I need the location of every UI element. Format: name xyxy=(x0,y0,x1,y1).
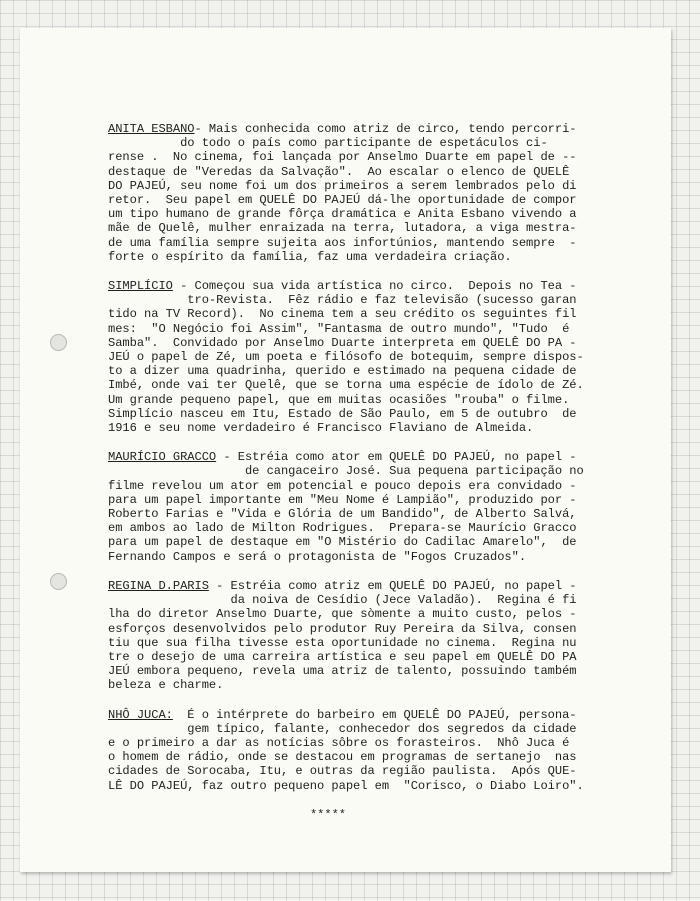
typewritten-page xyxy=(20,28,671,872)
text-line: filme revelou um ator em potencial e pouco depois era convidado - xyxy=(108,478,577,493)
text-line: JEÚ embora pequeno, revela uma atriz de talento, possuindo também xyxy=(108,664,577,679)
bio-mauricio-gracco xyxy=(108,450,668,564)
text-line: um tipo humano de grande fôrça dramática e Anita Esbano vivendo a xyxy=(108,207,577,222)
text-line: - Começou sua vida artística no circo. Depois no Tea - xyxy=(172,279,577,294)
punch-hole-top xyxy=(50,334,67,351)
text-line: Fernando Campos e será o protagonista de "Fogos Cruzados". xyxy=(108,549,527,564)
text-line: mãe de Quelê, mulher enraizada na terra, lutadora, a viga mestra- xyxy=(108,221,577,236)
page-content xyxy=(108,122,668,822)
text-line: de cangaceiro José. Sua pequena participação no xyxy=(108,464,584,479)
text-line: É o intérprete do barbeiro em QUELÊ DO PAJEÚ, persona- xyxy=(172,707,577,722)
text-line: Simplício nasceu em Itu, Estado de São Paulo, em 5 de outubro de xyxy=(108,406,577,421)
text-line: forte o espírito da família, faz uma verdadeira criação. xyxy=(108,249,512,264)
actor-name: ANITA ESBANO xyxy=(108,122,195,136)
text-line: para um papel importante em "Meu Nome é Lampião", produzido por - xyxy=(108,492,577,507)
text-line: Roberto Farias e "Vida e Glória de um Bandido", de Alberto Salvá, xyxy=(108,507,577,522)
text-line: beleza e charme. xyxy=(108,678,224,693)
text-line: - Estréia como ator em QUELÊ DO PAJEÚ, no papel - xyxy=(216,450,577,465)
bio-simplicio xyxy=(108,279,668,435)
bio-regina-d-paris xyxy=(108,579,668,693)
text-line: tro-Revista. Fêz rádio e faz televisão (sucesso garan xyxy=(108,293,577,308)
text-line: Samba". Convidado por Anselmo Duarte interpreta em QUELÊ DO PA - xyxy=(108,335,577,350)
text-line: DO PAJEÚ, seu nome foi um dos primeiros a serem lembrados pelo di xyxy=(108,178,577,193)
text-line: esforços desenvolvidos pelo produtor Ruy Pereira da Silva, consen xyxy=(108,621,577,636)
text-line: JEÚ o papel de Zé, um poeta e filósofo de botequim, sempre dispos- xyxy=(108,350,584,365)
actor-name: SIMPLÍCIO xyxy=(108,279,173,294)
text-line: rense . No cinema, foi lançada por Anselmo Duarte em papel de -- xyxy=(108,150,577,165)
text-line: Um grande pequeno papel, que em muitas ocasiões "rouba" o filme. xyxy=(108,392,570,407)
text-line: tido na TV Record). No cinema tem a seu crédito os seguintes fil xyxy=(108,307,577,322)
text-line: lha do diretor Anselmo Duarte, que sòmente a muito custo, pelos - xyxy=(108,607,577,622)
text-line: tre o desejo de uma carreira artística e seu papel em QUELÊ DO PA xyxy=(108,649,577,664)
text-line: Imbé, onde vai ter Quelê, que se torna uma espécie de ídolo de Zé. xyxy=(108,378,584,393)
text-line: para um papel de destaque em "O Mistério do Cadilac Amarelo", de xyxy=(108,535,577,550)
text-line: destaque de "Veredas da Salvação". Ao escalar o elenco de QUELÊ xyxy=(108,164,570,179)
text-line: e o primeiro a dar as notícias sôbre os forasteiros. Nhô Juca é xyxy=(108,735,570,750)
text-line: to a dizer uma quadrinha, querido e estimado na pequena cidade de xyxy=(108,364,577,379)
text-line: do todo o país como participante de espetáculos ci- xyxy=(108,136,548,151)
punch-hole-bottom xyxy=(50,573,67,590)
text-line: tiu que sua filha tivesse esta oportunidade no cinema. Regina nu xyxy=(108,635,577,650)
actor-name: MAURÍCIO GRACCO xyxy=(108,450,217,465)
text-line: 1916 e seu nome verdadeiro é Francisco Flaviano de Almeida. xyxy=(108,421,534,436)
text-line: LÊ DO PAJEÚ, faz outro pequeno papel em "Corisco, o Diabo Loiro". xyxy=(108,778,584,793)
text-line: mes: "O Negócio foi Assim", "Fantasma de outro mundo", "Tudo é xyxy=(108,321,570,336)
text-line: retor. Seu papel em QUELÊ DO PAJEÚ dá-lhe oportunidade de compor xyxy=(108,193,577,208)
bio-nho-juca xyxy=(108,708,668,793)
text-line: - Estréia como atriz em QUELÊ DO PAJEÚ, no papel - xyxy=(208,578,577,593)
text-line: de uma família sempre sujeita aos infortúnios, mantendo sempre - xyxy=(108,235,577,250)
bio-anita-esbano xyxy=(108,122,668,264)
closing-asterisks: ***** xyxy=(309,807,347,822)
text-line: o homem de rádio, onde se destacou em programas de sertanejo nas xyxy=(108,750,577,765)
text-line: gem típico, falante, conhecedor dos segredos da cidade xyxy=(108,721,577,736)
text-line: cidades de Sorocaba, Itu, e outras da região paulista. Após QUE- xyxy=(108,764,577,779)
text-line: - Mais conhecida como atriz de circo, tendo percorri- xyxy=(194,122,577,136)
actor-name: REGINA D.PARIS xyxy=(108,578,209,593)
actor-name: NHÔ JUCA: xyxy=(108,707,173,722)
text-line: em ambos ao lado de Milton Rodrigues. Prepara-se Maurício Gracco xyxy=(108,521,577,536)
text-line: da noiva de Cesídio (Jece Valadão). Regina é fi xyxy=(108,593,577,608)
